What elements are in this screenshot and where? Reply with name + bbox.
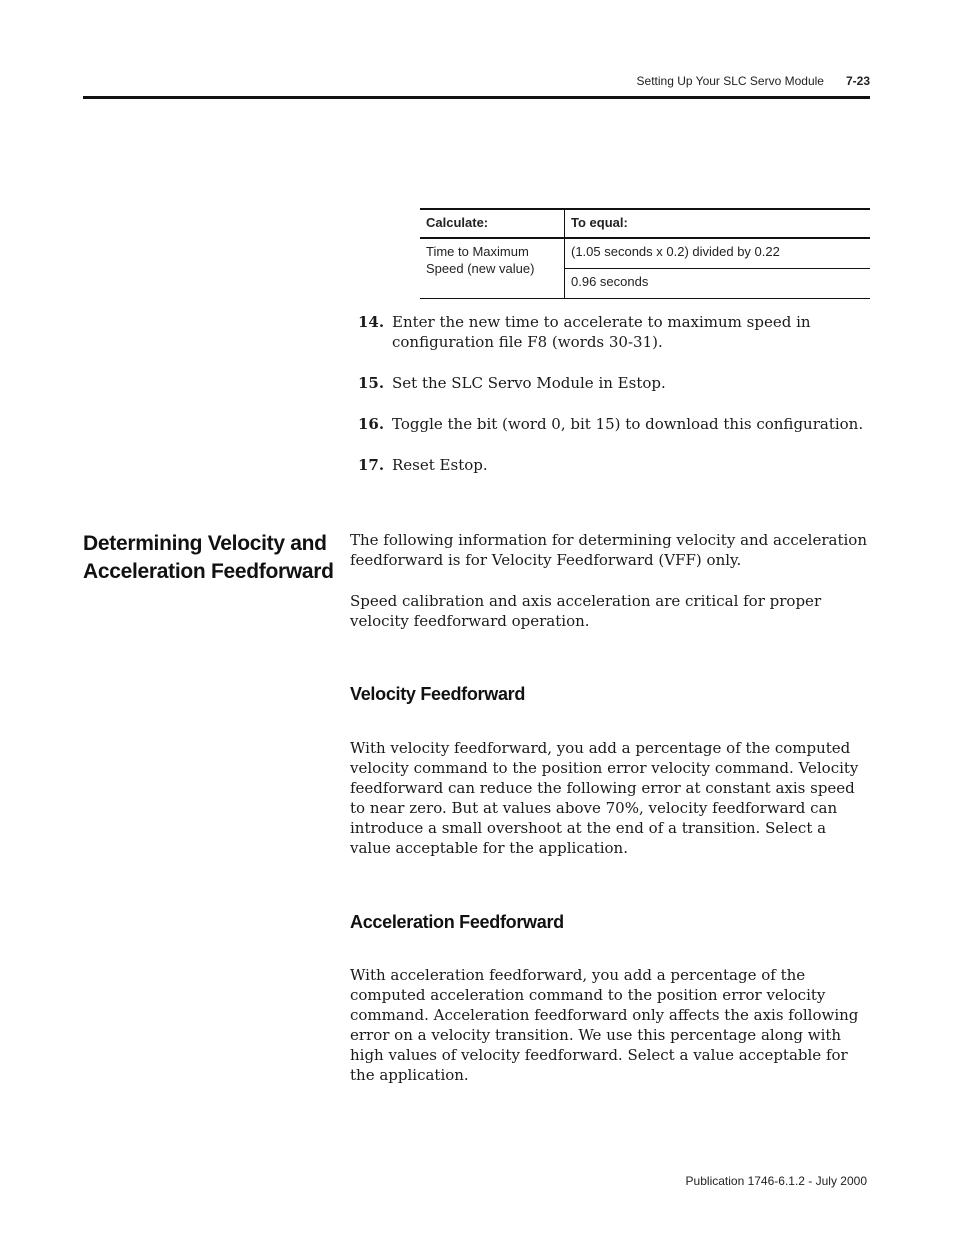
list-item (358, 312, 870, 352)
list-item (358, 373, 870, 393)
table-row (420, 238, 870, 269)
step-text: Toggle the bit (word 0, bit 15) to download this configuration. (392, 415, 864, 433)
step-text: Enter the new time to accelerate to maximum speed in configuration file F8 (words 30-31). (392, 313, 811, 351)
acceleration-heading: Acceleration Feedforward (350, 912, 564, 932)
step-number: 17. (358, 456, 385, 474)
calculation-table (420, 208, 870, 299)
table-header-to-equal: To equal: (565, 209, 871, 238)
table-cell-result: 0.96 seconds (565, 269, 871, 299)
running-header (637, 74, 870, 88)
table-cell-formula: (1.05 seconds x 0.2) divided by 0.22 (565, 238, 871, 269)
step-number: 14. (358, 313, 385, 331)
table-row-label: Time to Maximum Speed (new value) (420, 238, 565, 299)
step-text: Reset Estop. (392, 456, 488, 474)
step-number: 16. (358, 415, 385, 433)
publication-footer: Publication 1746-6.1.2 - July 2000 (685, 1174, 867, 1188)
list-item (358, 455, 870, 475)
header-title: Setting Up Your SLC Servo Module (636, 74, 824, 88)
page-number: 7-23 (845, 74, 870, 88)
step-list (358, 312, 870, 496)
intro-paragraph-1: The following information for determining velocity and acceleration feedforward is for Velocity Feedforward (VFF) only. (350, 531, 867, 569)
table-header-calculate: Calculate: (420, 209, 565, 238)
list-item (358, 414, 870, 434)
step-number: 15. (358, 374, 385, 392)
section-title: Determining Velocity and Acceleration Feedforward (83, 532, 334, 583)
velocity-paragraph: With velocity feedforward, you add a percentage of the computed velocity command to the position error velocity command. Velocity feedforward can reduce the following error at constant axis speed to near zero. But at values above 70%, velocity feedforward can introduce a small overshoot at the end of a transition. Select a value acceptable for the application. (350, 739, 859, 857)
intro-paragraph-2: Speed calibration and axis acceleration are critical for proper velocity feedforward operation. (350, 592, 822, 630)
header-rule (83, 96, 870, 99)
step-text: Set the SLC Servo Module in Estop. (392, 374, 666, 392)
table-header-row (420, 209, 870, 238)
acceleration-paragraph: With acceleration feedforward, you add a percentage of the computed acceleration command to the position error velocity command. Acceleration feedforward only affects the axis following error on a velocity transition. We use this percentage along with high values of velocity feedforward. Select a value acceptable for the application. (350, 966, 859, 1084)
velocity-heading: Velocity Feedforward (350, 684, 526, 704)
